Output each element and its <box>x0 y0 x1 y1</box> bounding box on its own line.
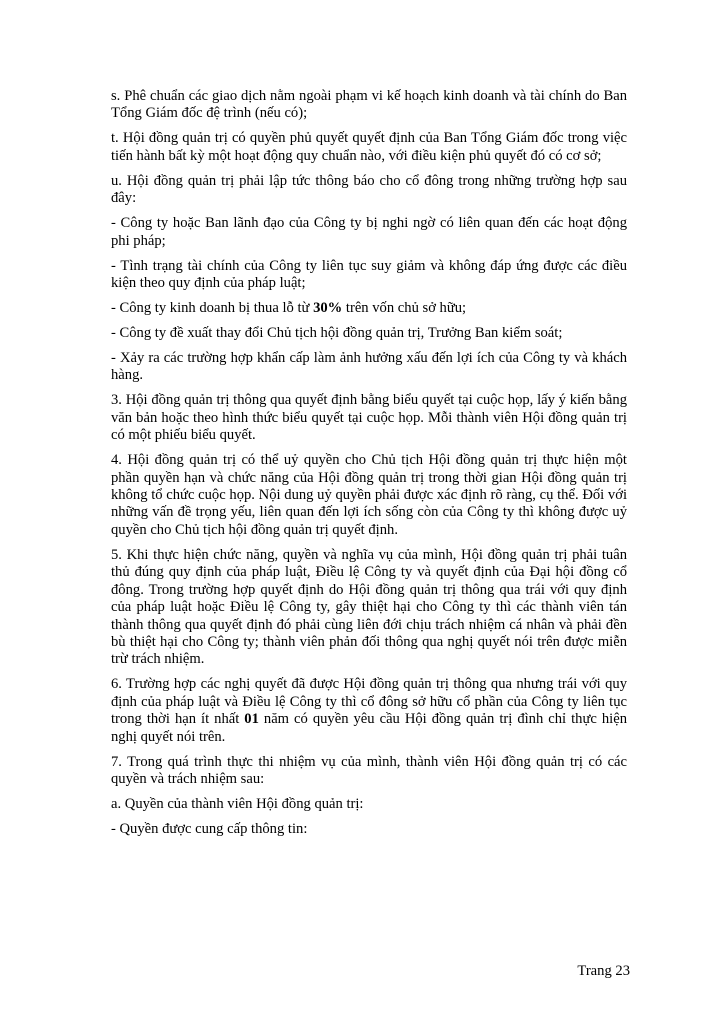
loss-text-after: trên vốn chủ sở hữu; <box>342 300 467 317</box>
bullet-right-to-information: - Quyền được cung cấp thông tin: <box>111 820 308 837</box>
bullet-financial-decline: - Tình trạng tài chính của Công ty liên tục suy giảm và không đáp ứng được các điều kiện theo quy định của pháp luật; <box>111 257 627 292</box>
paragraph-s: s. Phê chuẩn các giao dịch nằm ngoài phạm vi kế hoạch kinh doanh và tài chính do Ban Tổng Giám đốc đệ trình (nếu có); <box>111 88 627 122</box>
paragraph-5: 5. Khi thực hiện chức năng, quyền và nghĩa vụ của mình, Hội đồng quản trị phải tuân thủ đúng quy định của pháp luật, Điều lệ Công ty và quyết định của Đại hội đồng cổ đông. Trong trường hợp quyết định do Hội đồng quản trị thông qua trái với quy định của pháp luật hoặc Điều lệ Công ty, gây thiệt hại cho Công ty thì các thành viên tán thành thông qua quyết định đó phải cùng liên đới chịu trách nhiệm cá nhân và phải đền bù thiệt hại cho Công ty; thành viên phản đối thông qua nghị quyết nói trên được miễn trừ trách nhiệm. <box>111 546 627 668</box>
bullet-loss-threshold <box>111 300 627 317</box>
loss-text-before: - Công ty kinh doanh bị thua lỗ từ <box>111 300 314 317</box>
paragraph-t: t. Hội đồng quản trị có quyền phủ quyết quyết định của Ban Tổng Giám đốc trong việc tiến hành bất kỳ một hoạt động quy chuẩn nào, với điều kiện phủ quyết đó có cơ sở; <box>111 130 627 164</box>
bullet-illegal-activity: - Công ty hoặc Ban lãnh đạo của Công ty bị nghi ngờ có liên quan đến các hoạt động phi pháp; <box>111 215 627 249</box>
paragraph-6-after: năm có quyền yêu cầu Hội đồng quản trị đình chỉ thực hiện nghị quyết nói trên. <box>111 711 627 745</box>
paragraph-u: u. Hội đồng quản trị phải lập tức thông báo cho cổ đông trong những trường hợp sau đây: <box>111 172 627 207</box>
bullet-emergency: - Xảy ra các trường hợp khẩn cấp làm ảnh hưởng xấu đến lợi ích của Công ty và khách hàng. <box>111 350 627 384</box>
loss-percentage: 30% <box>313 300 343 317</box>
paragraph-6-before: 6. Trường hợp các nghị quyết đã được Hội đồng quản trị thông qua nhưng trái với quy định của pháp luật và Điều lệ Công ty thì cổ đông sở hữu cổ phần của Công ty liên tục trong thời hạn ít nhất <box>111 676 627 728</box>
paragraph-7: 7. Trong quá trình thực thi nhiệm vụ của mình, thành viên Hội đồng quản trị có các quyền và trách nhiệm sau: <box>111 753 627 787</box>
page-number: Trang 23 <box>577 963 630 979</box>
paragraph-6 <box>111 676 627 746</box>
paragraph-3: 3. Hội đồng quản trị thông qua quyết định bằng biểu quyết tại cuộc họp, lấy ý kiến bằng văn bản hoặc theo hình thức biểu quyết tại cuộc họp. Mỗi thành viên Hội đồng quản trị có một phiếu biểu quyết. <box>111 392 627 444</box>
paragraph-6-years: 01 <box>244 711 259 728</box>
document-body <box>111 88 627 846</box>
paragraph-4: 4. Hội đồng quản trị có thể uỷ quyền cho Chủ tịch Hội đồng quản trị thực hiện một phần quyền hạn và chức năng của Hội đồng quản trị trong thời gian Hội đồng quản trị không tổ chức cuộc họp. Nội dung uỷ quyền phải được xác định rõ ràng, cụ thể. Đối với những vấn đề trọng yếu, liên quan đến lợi ích sống còn của Công ty thì không được uỷ quyền cho Chủ tịch hội đồng quản trị quyết định. <box>111 452 627 538</box>
paragraph-7a: a. Quyền của thành viên Hội đồng quản trị: <box>111 795 364 812</box>
bullet-chairman-change: - Công ty đề xuất thay đổi Chủ tịch hội đồng quản trị, Trưởng Ban kiểm soát; <box>111 325 563 342</box>
